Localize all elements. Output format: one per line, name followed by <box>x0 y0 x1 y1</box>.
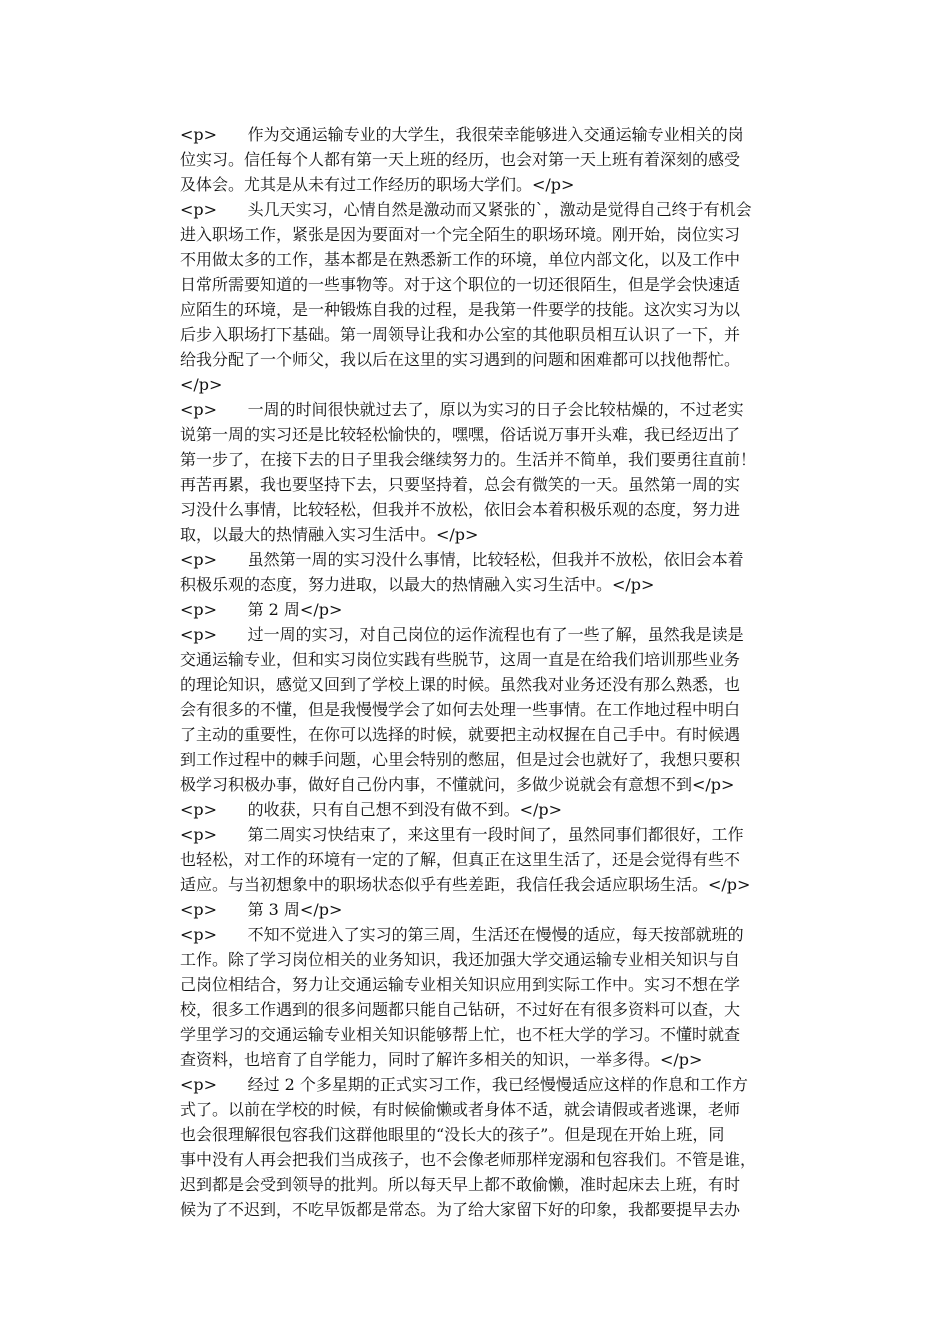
text-line: 位实习。信任每个人都有第一天上班的经历，也会对第一天上班有着深刻的感受 <box>180 150 741 169</box>
text-line: 取，以最大的热情融入实习生活中。</p> <box>180 525 479 544</box>
text-line: 学里学习的交通运输专业相关知识能够帮上忙，也不枉大学的学习。不懂时就查 <box>180 1025 741 1044</box>
text-line: 及体会。尤其是从未有过工作经历的职场大学们。</p> <box>180 175 575 194</box>
text-line: <p> 不知不觉进入了实习的第三周，生活还在慢慢的适应，每天按部就班的 <box>180 925 744 944</box>
text-line: 候为了不迟到，不吃早饭都是常态。为了给大家留下好的印象，我都要提早去办 <box>180 1200 741 1219</box>
text-line: <p> 经过 2 个多星期的正式实习工作，我已经慢慢适应这样的作息和工作方 <box>180 1075 748 1094</box>
text-line: 查资料，也培育了自学能力，同时了解许多相关的知识，一举多得。</p> <box>180 1050 703 1069</box>
text-line: 了主动的重要性，在你可以选择的时候，就要把主动权握在自己手中。有时候遇 <box>180 725 741 744</box>
text-line: 的理论知识，感觉又回到了学校上课的时候。虽然我对业务还没有那么熟悉，也 <box>180 675 741 694</box>
text-line: <p> 头几天实习，心情自然是激动而又紧张的`，激动是觉得自己终于有机会 <box>180 200 752 219</box>
document-body <box>180 122 780 1222</box>
text-line: 日常所需要知道的一些事物等。对于这个职位的一切还很陌生，但是学会快速适 <box>180 275 741 294</box>
text-line: 积极乐观的态度，努力进取，以最大的热情融入实习生活中。</p> <box>180 575 655 594</box>
text-line: 工作。除了学习岗位相关的业务知识，我还加强大学交通运输专业相关知识与自 <box>180 950 741 969</box>
text-line: 极学习积极办事，做好自己份内事，不懂就问，多做少说就会有意想不到</p> <box>180 775 735 794</box>
text-line: 不用做太多的工作，基本都是在熟悉新工作的环境，单位内部文化，以及工作中 <box>180 250 741 269</box>
text-line: 己岗位相结合，努力让交通运输专业相关知识应用到实际工作中。实习不想在学 <box>180 975 741 994</box>
text-line: <p> 第二周实习快结束了，来这里有一段时间了，虽然同事们都很好，工作 <box>180 825 744 844</box>
text-line: 校，很多工作遇到的很多问题都只能自己钻研，不过好在有很多资料可以查，大 <box>180 1000 741 1019</box>
text-line: <p> 作为交通运输专业的大学生，我很荣幸能够进入交通运输专业相关的岗 <box>180 125 744 144</box>
text-line: 进入职场工作，紧张是因为要面对一个完全陌生的职场环境。刚开始，岗位实习 <box>180 225 741 244</box>
text-line: 应陌生的环境，是一种锻炼自我的过程，是我第一件要学的技能。这次实习为以 <box>180 300 741 319</box>
text-line: </p> <box>180 375 223 394</box>
text-line: <p> 过一周的实习，对自己岗位的运作流程也有了一些了解，虽然我是读是 <box>180 625 744 644</box>
text-line: 也轻松，对工作的环境有一定的了解，但真正在这里生活了，还是会觉得有些不 <box>180 850 741 869</box>
text-line: 后步入职场打下基础。第一周领导让我和办公室的其他职员相互认识了一下，并 <box>180 325 741 344</box>
text-line: 再苦再累，我也要坚持下去，只要坚持着，总会有微笑的一天。虽然第一周的实 <box>180 475 741 494</box>
text-line: 说第一周的实习还是比较轻松愉快的，嘿嘿，俗话说万事开头难，我已经迈出了 <box>180 425 741 444</box>
text-line: <p> 的收获，只有自己想不到没有做不到。</p> <box>180 800 563 819</box>
text-line: 到工作过程中的棘手问题，心里会特别的憋屈，但是过会也就好了，我想只要积 <box>180 750 741 769</box>
text-line: 迟到都是会受到领导的批判。所以每天早上都不敢偷懒，准时起床去上班，有时 <box>180 1175 741 1194</box>
text-line: <p> 一周的时间很快就过去了，原以为实习的日子会比较枯燥的，不过老实 <box>180 400 744 419</box>
text-line: 会有很多的不懂，但是我慢慢学会了如何去处理一些事情。在工作地过程中明白 <box>180 700 741 719</box>
text-line: <p> 第 2 周</p> <box>180 600 343 619</box>
text-line: 给我分配了一个师父，我以后在这里的实习遇到的问题和困难都可以找他帮忙。 <box>180 350 741 369</box>
text-line: <p> 第 3 周</p> <box>180 900 343 919</box>
text-line: 习没什么事情，比较轻松，但我并不放松，依旧会本着积极乐观的态度，努力进 <box>180 500 741 519</box>
text-line: 交通运输专业，但和实习岗位实践有些脱节，这周一直是在给我们培训那些业务 <box>180 650 741 669</box>
text-line: 第一步了，在接下去的日子里我会继续努力的。生活并不简单，我们要勇往直前！ <box>180 450 757 469</box>
text-line: 事中没有人再会把我们当成孩子，也不会像老师那样宠溺和包容我们。不管是谁， <box>180 1150 757 1169</box>
text-line: 适应。与当初想象中的职场状态似乎有些差距，我信任我会适应职场生活。</p> <box>180 875 751 894</box>
text-line: <p> 虽然第一周的实习没什么事情，比较轻松，但我并不放松，依旧会本着 <box>180 550 744 569</box>
text-line: 也会很理解很包容我们这群他眼里的“没长大的孩子”。但是现在开始上班，同 <box>180 1125 725 1144</box>
text-line: 式了。以前在学校的时候，有时候偷懒或者身体不适，就会请假或者逃课，老师 <box>180 1100 741 1119</box>
